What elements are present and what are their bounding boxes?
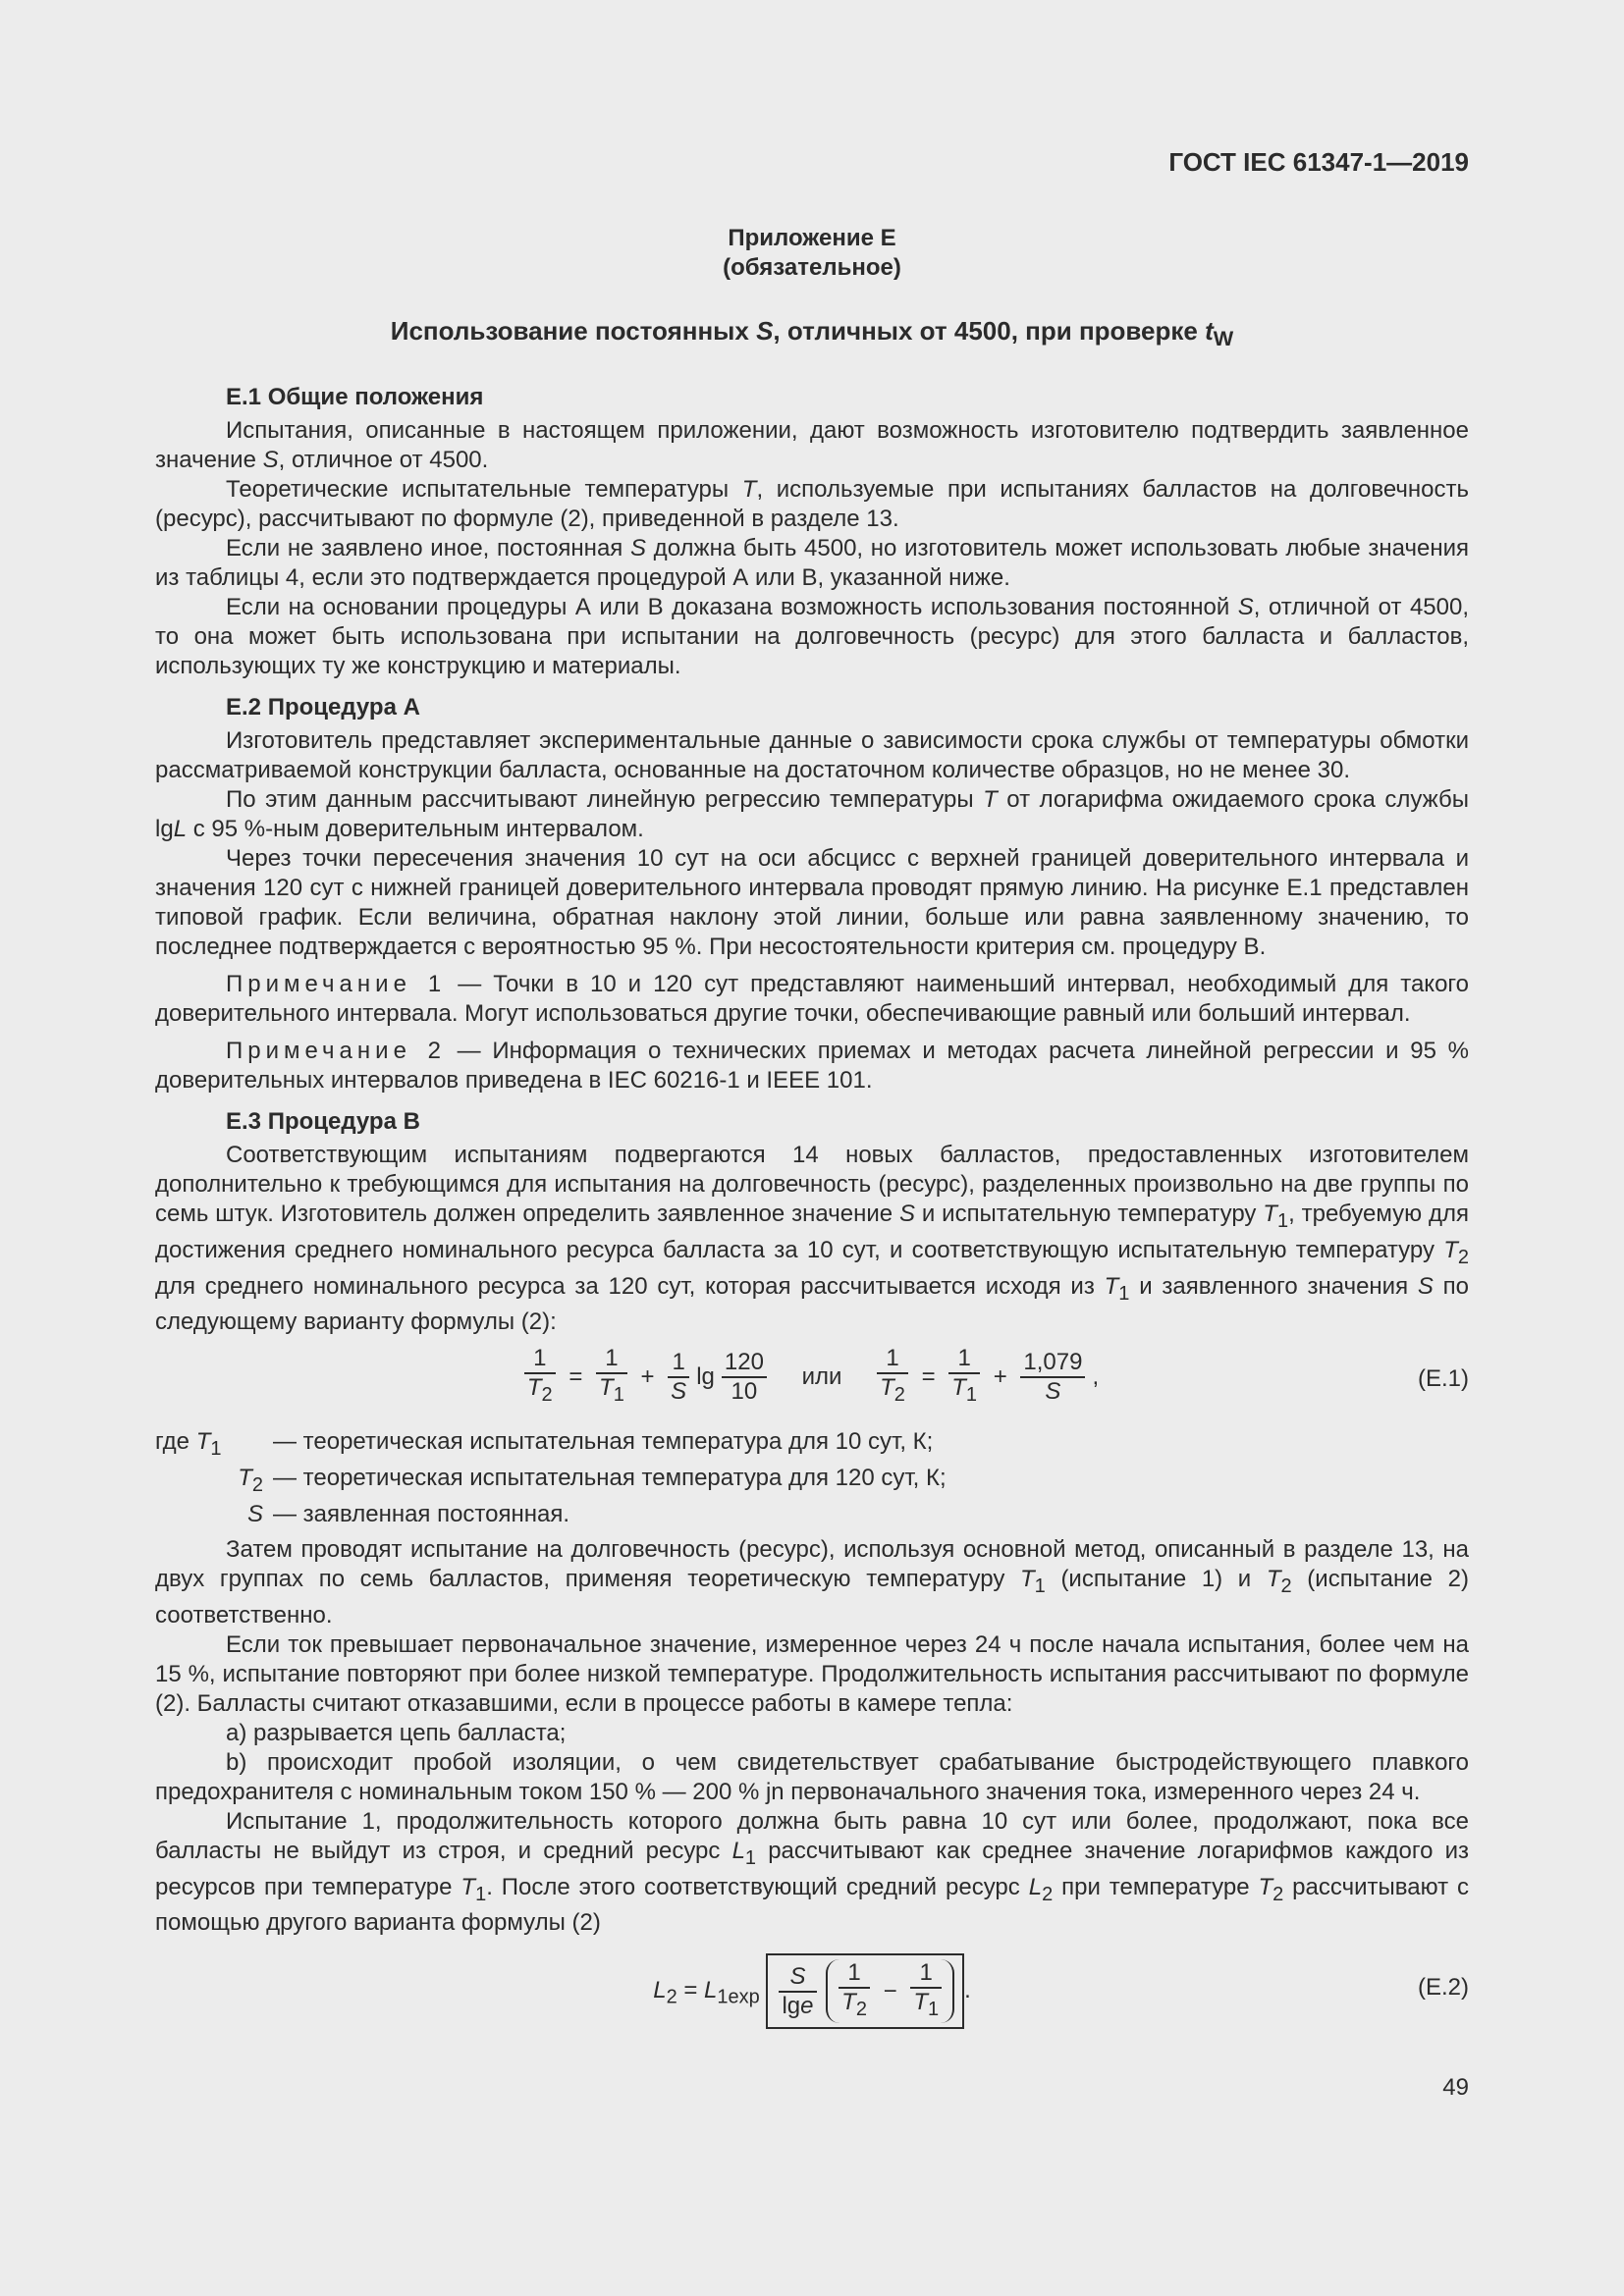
paragraph: Если не заявлено иное, постоянная S должна быть 4500, но изготовитель может использовать любые значения из таблицы 4, если это подтверждается процедурой А или В, указанной ниже. (155, 535, 1470, 591)
paragraph: Если ток превышает первоначальное значение, измеренное через 24 ч после начала испытания, более чем на 15 %, испытание повторяют при более низкой температуре. Продолжительность испытания рассчитывают по формуле (2). Балласты считают отказавшими, если в процессе работы в камере тепла: (155, 1630, 1469, 1717)
note-2: Примечание 2 — Информация о технических приемах и методах расчета линейной регрессии и 95 % доверительных интервалов приведена в IEC 60216-1 и IEEE 101. (155, 1038, 1469, 1094)
paragraph: Через точки пересечения значения 10 сут на оси абсцисс с верхней границей доверительного интервала и значения 120 сут с нижней границей доверительного интервала проводят прямую линию. На рисунке Е.1 представлен типовой график. Если величина, обратная наклону этой линии, больше или равна заявленному значению, то последнее подтверждается с вероятностью 95 %. При несостоятельности критерия см. процедуру В. (155, 845, 1469, 960)
body-text (155, 377, 1469, 2048)
document-id: ГОСТ IEC 61347-1—2019 (1168, 147, 1469, 177)
equation-number: (E.2) (1417, 1974, 1469, 2002)
page-number: 49 (1442, 2074, 1469, 2101)
paragraph: Если на основании процедуры А или В доказана возможность использования постоянной S, отличной от 4500, то она может быть использована при испытании на долговечность (ресурс) для этого балласта и балластов, использующих ту же конструкцию и материалы. (155, 594, 1470, 679)
section-heading-e3: Е.3 Процедура В (226, 1108, 420, 1135)
list-item: b) происходит пробой изоляции, о чем свидетельствует срабатывание быстродействующего плавкого предохранителя с номинальным током 150 % — 200 % jn первоначального значения тока, измеренного через 24 ч. (155, 1748, 1469, 1805)
paragraph: Соответствующим испытаниям подвергаются 14 новых балластов, предоставленных изготовителем дополнительно к требующимся для испытания на долговечность (ресурс), разделенных произвольно на две группы по семь штук. Изготовитель должен определить заявленное значение S и испытательную температуру $T_1$, требуемую для достижения среднего номинального ресурса балласта за 10 сут, и соответствующую испытательную температуру $T_2$ для среднего номинального ресурса за 120 сут, которая рассчитывается исходя из $T_1$ и заявленного значения S по следующему варианту формулы (2): (155, 1142, 1470, 1336)
appendix-type: (обязательное) (723, 254, 901, 281)
paragraph: Испытание 1, продолжительность которого должна быть равна 10 сут или более, продолжают, пока все балласты не выйдут из строя, и средний ресурс $L_1$ рассчитывают как среднее значение логарифмов каждого из ресурсов при температуре $T_1$. После этого соответствующий средний ресурс $L_2$ при температуре $T_2$ рассчитывают с помощью другого варианта формулы (2) (155, 1807, 1469, 1937)
paragraph: Теоретические испытательные температуры T, используемые при испытаниях балластов на долговечность (ресурс), рассчитывают по формуле (2), приведенной в разделе 13. (155, 476, 1469, 532)
paragraph: Затем проводят испытание на долговечность (ресурс), используя основной метод, описанный в разделе 13, на двух группах по семь балластов, применяя теоретическую температуру $T_1$ (испытание 1) и $T_2$ (испытание 2) соответственно. (155, 1535, 1470, 1629)
section-heading-e1: Е.1 Общие положения (226, 384, 484, 410)
paragraph: Испытания, описанные в настоящем приложении, дают возможность изготовителю подтвердить заявленное значение S, отличное от 4500. (155, 417, 1469, 473)
symbol-definitions: где $T_1$ — теоретическая испытательная температура для 10 сут, К; $T_2$ — теоретическая испытательная температура для 120 сут, К; S — заявленная постоянная. (155, 1428, 947, 1527)
list-item: a) разрывается цепь балласта; (226, 1719, 567, 1746)
appendix-heading (155, 224, 1469, 283)
section-heading-e2: Е.2 Процедура А (226, 694, 420, 721)
note-1: Примечание 1 — Точки в 10 и 120 сут представляют наименьший интервал, необходимый для такого доверительного интервала. Могут использоваться другие точки, обеспечивающие равный или больший интервал. (155, 971, 1470, 1027)
paragraph: Изготовитель представляет экспериментальные данные о зависимости срока службы от температуры обмотки рассматриваемой конструкции балласта, основанные на достаточном количестве образцов, но не менее 30. (155, 727, 1469, 783)
formula-e2: $L_2 = L_{1exp}$ $\frac{S}{\lg e}$ $\frac{1}{T_2}$ − $\frac{1}{T_1}$ . (E.2) (155, 1944, 1469, 2042)
appendix-label: Приложение Е (728, 225, 896, 251)
paragraph: По этим данным рассчитывают линейную регрессию температуры T от логарифма ожидаемого срока службы lgL с 95 %-ным доверительным интервалом. (155, 786, 1469, 842)
equation-number: (E.1) (1417, 1365, 1469, 1393)
page-title: Использование постоянных S, отличных от 4500, при проверке $t_W$ (390, 316, 1234, 351)
formula-e1: $\frac{1}{T_2}$ = $\frac{1}{T_1}$ + $\frac{1}{S}$ lg $\frac{120}{10}$ или $\frac{1}{T_2}$ = $\frac{1}{T_1}$ + $\frac{1,079}{S}$ , (E.1) (155, 1341, 1469, 1419)
